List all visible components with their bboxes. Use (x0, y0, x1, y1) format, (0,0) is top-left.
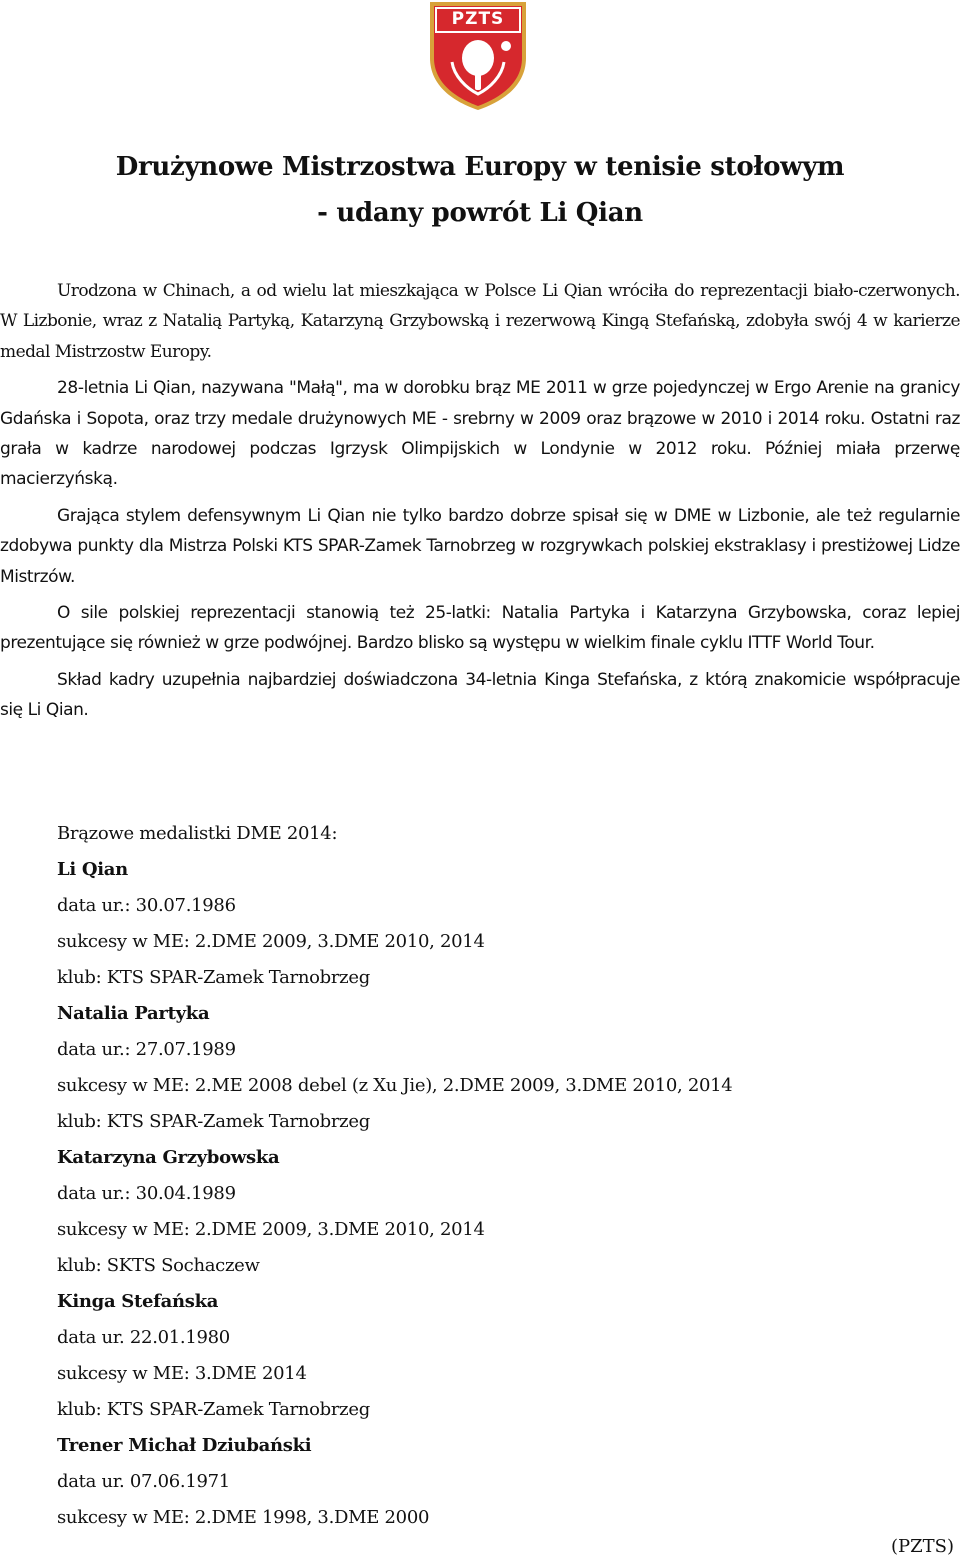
player-successes: sukcesy w ME: 2.DME 2009, 3.DME 2010, 2014 (57, 1219, 485, 1240)
player-successes: sukcesy w ME: 2.ME 2008 debel (z Xu Jie), 2.DME 2009, 3.DME 2010, 2014 (57, 1075, 733, 1096)
player-successes: sukcesy w ME: 3.DME 2014 (57, 1363, 307, 1384)
article-body (0, 276, 960, 732)
player-name: Katarzyna Grzybowska (57, 1147, 280, 1168)
player-successes: sukcesy w ME: 2.DME 2009, 3.DME 2010, 2014 (57, 931, 485, 952)
player-club: klub: SKTS Sochaczew (57, 1255, 260, 1276)
player-name: Kinga Stefańska (57, 1291, 219, 1312)
pzts-logo (422, 0, 534, 112)
player-birthdate: data ur.: 27.07.1989 (57, 1039, 236, 1060)
paragraph-team-strength: O sile polskiej reprezentacji stanowią też 25-latki: Natalia Partyka i Katarzyna Grzybowska, coraz lepiej prezentujące się również w grze podwójnej. Bardzo blisko są występu w wielkim finale cyklu ITTF World Tour. (0, 603, 960, 654)
coach-name: Trener Michał Dziubański (57, 1435, 312, 1456)
paragraph-squad: Skład kadry uzupełnia najbardziej doświadczona 34-letnia Kinga Stefańska, z którą znakomicie współpracuje się Li Qian. (0, 669, 960, 721)
paragraph-playing-style: Grająca stylem defensywnym Li Qian nie tylko bardzo dobrze spisał się w DME w Lizbonie, ale też regularnie zdobywa punkty dla Mistrza Polski KTS SPAR-Zamek Tarnobrzeg w rozgrywkach polskiej ekstraklasy i prestiżowej Lidze Mistrzów. (0, 505, 960, 587)
player-name: Natalia Partyka (57, 1003, 210, 1024)
source-credit: (PZTS) (891, 1536, 954, 1557)
player-birthdate: data ur. 22.01.1980 (57, 1327, 230, 1348)
coach-successes: sukcesy w ME: 2.DME 1998, 3.DME 2000 (57, 1507, 430, 1528)
player-club: klub: KTS SPAR-Zamek Tarnobrzeg (57, 1111, 370, 1132)
paragraph-achievements: 28-letnia Li Qian, nazywana "Małą", ma w dorobku brąz ME 2011 w grze pojedynczej w Ergo Arenie na granicy Gdańska i Sopota, oraz trzy medale drużynowych ME - srebrny w 2009 oraz brązowe w 2010 i 2014 roku. Ostatni raz grała w kadrze narodowej podczas Igrzysk Olimpijskich w Londynie w 2012 roku. Później miała przerwę macierzyńską. (0, 378, 960, 490)
roster-heading: Brązowe medalistki DME 2014: (57, 823, 338, 844)
logo-text: PZTS (451, 9, 505, 29)
coach-birthdate: data ur. 07.06.1971 (57, 1471, 230, 1492)
paragraph-intro: Urodzona w Chinach, a od wielu lat mieszkająca w Polsce Li Qian wróciła do reprezentacji biało-czerwonych. W Lizbonie, wraz z Natalią Partyką, Katarzyną Grzybowską i rezerwową Kingą Stefańską, zdobyła swój 4 w karierze medal Mistrzostw Europy. (0, 281, 960, 362)
page-title-line-1: Drużynowe Mistrzostwa Europy w tenisie stołowym (115, 152, 845, 182)
roster-list (57, 816, 937, 1536)
player-club: klub: KTS SPAR-Zamek Tarnobrzeg (57, 1399, 370, 1420)
player-birthdate: data ur.: 30.07.1986 (57, 895, 236, 916)
player-name: Li Qian (57, 859, 128, 880)
player-birthdate: data ur.: 30.04.1989 (57, 1183, 236, 1204)
page-title-line-2: - udany powrót Li Qian (317, 198, 643, 228)
player-club: klub: KTS SPAR-Zamek Tarnobrzeg (57, 967, 370, 988)
